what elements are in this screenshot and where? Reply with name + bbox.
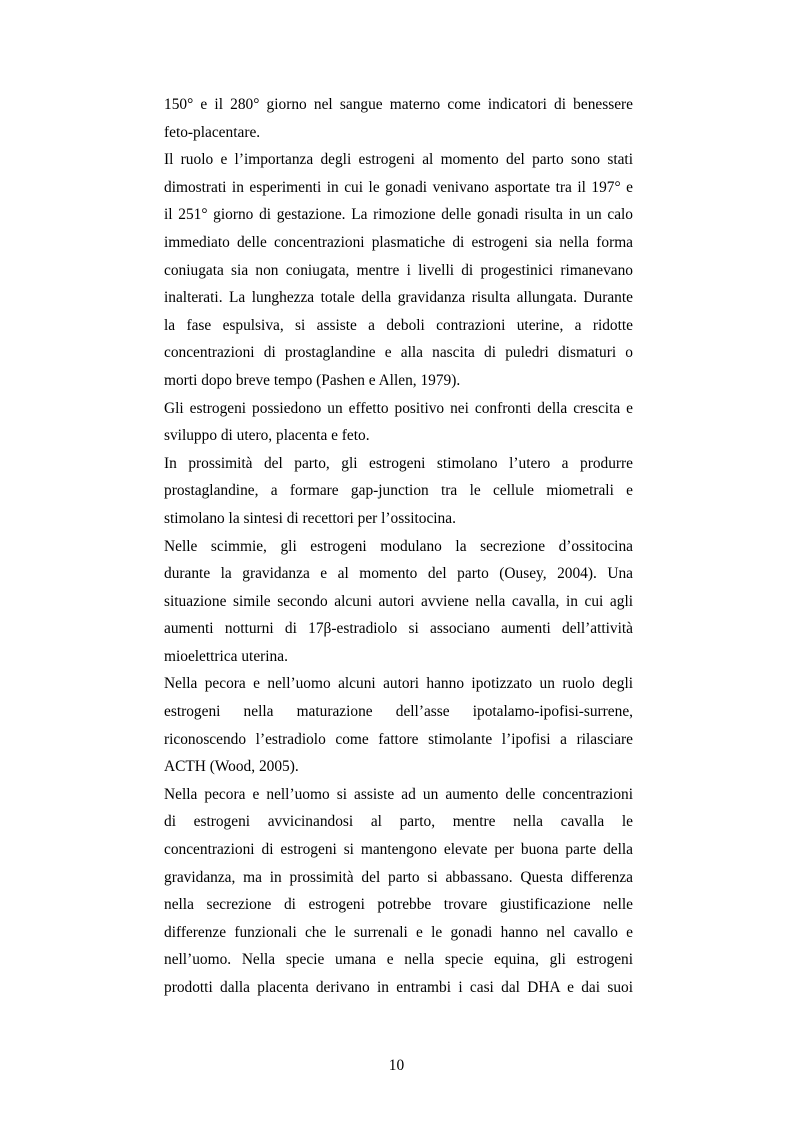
text-line: di estrogeni avvicinandosi al parto, mentre nella cavalla le bbox=[164, 813, 633, 831]
text-line: aumenti notturni di 17β-estradiolo si associano aumenti dell’attività bbox=[164, 620, 633, 638]
text-line: Nella pecora e nell’uomo si assiste ad un aumento delle concentrazioni bbox=[164, 785, 633, 803]
text-line: Gli estrogeni possiedono un effetto positivo nei confronti della crescita e bbox=[164, 399, 633, 417]
text-line: gravidanza, ma in prossimità del parto si abbassano. Questa differenza bbox=[164, 868, 633, 886]
text-line: feto-placentare. bbox=[164, 123, 261, 141]
page-number: 10 bbox=[388, 1057, 405, 1074]
text-line: Nelle scimmie, gli estrogeni modulano la secrezione d’ossitocina bbox=[164, 537, 633, 555]
text-line: nell’uomo. Nella specie umana e nella specie equina, gli estrogeni bbox=[164, 951, 633, 969]
paragraph bbox=[164, 670, 633, 780]
text-line: situazione simile secondo alcuni autori avviene nella cavalla, in cui agli bbox=[164, 592, 633, 610]
paragraph bbox=[164, 395, 633, 450]
text-line: concentrazioni di prostaglandine e alla nascita di puledri dismaturi o bbox=[164, 344, 633, 362]
text-line: sviluppo di utero, placenta e feto. bbox=[164, 427, 370, 445]
text-line: differenze funzionali che le surrenali e le gonadi hanno nel cavallo e bbox=[164, 923, 633, 941]
text-line: stimolano la sintesi di recettori per l’ossitocina. bbox=[164, 509, 456, 527]
paragraph bbox=[164, 146, 633, 394]
paragraph bbox=[164, 450, 633, 533]
text-line: prodotti dalla placenta derivano in entrambi i casi dal DHA e dai suoi bbox=[164, 979, 633, 996]
paragraph bbox=[164, 781, 633, 1002]
text-line: la fase espulsiva, si assiste a deboli contrazioni uterine, a ridotte bbox=[164, 316, 633, 334]
text-line: inalterati. La lunghezza totale della gravidanza risulta allungata. Durante bbox=[164, 289, 633, 307]
paragraph bbox=[164, 91, 633, 146]
text-line: morti dopo breve tempo (Pashen e Allen, 1979). bbox=[164, 371, 461, 389]
text-line: nella secrezione di estrogeni potrebbe trovare giustificazione nelle bbox=[164, 896, 633, 914]
text-line: concentrazioni di estrogeni si mantengono elevate per buona parte della bbox=[164, 841, 633, 859]
text-line: dimostrati in esperimenti in cui le gonadi venivano asportate tra il 197° e bbox=[164, 178, 633, 196]
text-line: In prossimità del parto, gli estrogeni stimolano l’utero a produrre bbox=[164, 454, 633, 472]
text-line: prostaglandine, a formare gap-junction tra le cellule miometrali e bbox=[164, 482, 633, 500]
text-line: Nella pecora e nell’uomo alcuni autori hanno ipotizzato un ruolo degli bbox=[164, 675, 633, 693]
text-line: coniugata sia non coniugata, mentre i livelli di progestinici rimanevano bbox=[164, 261, 633, 279]
paragraph bbox=[164, 533, 633, 671]
text-line: 150° e il 280° giorno nel sangue materno come indicatori di benessere bbox=[164, 96, 633, 113]
text-line: Il ruolo e l’importanza degli estrogeni al momento del parto sono stati bbox=[164, 151, 633, 169]
text-line: estrogeni nella maturazione dell’asse ipotalamo-ipofisi-surrene, bbox=[164, 703, 633, 721]
text-line: ACTH (Wood, 2005). bbox=[164, 758, 299, 776]
text-line: mioelettrica uterina. bbox=[164, 647, 288, 665]
body-text bbox=[164, 91, 633, 1002]
text-line: immediato delle concentrazioni plasmatiche di estrogeni sia nella forma bbox=[164, 233, 633, 251]
text-line: riconoscendo l’estradiolo come fattore stimolante l’ipofisi a rilasciare bbox=[164, 730, 633, 748]
text-line: durante la gravidanza e al momento del parto (Ousey, 2004). Una bbox=[164, 565, 633, 583]
text-line: il 251° giorno di gestazione. La rimozione delle gonadi risulta in un calo bbox=[164, 206, 633, 224]
